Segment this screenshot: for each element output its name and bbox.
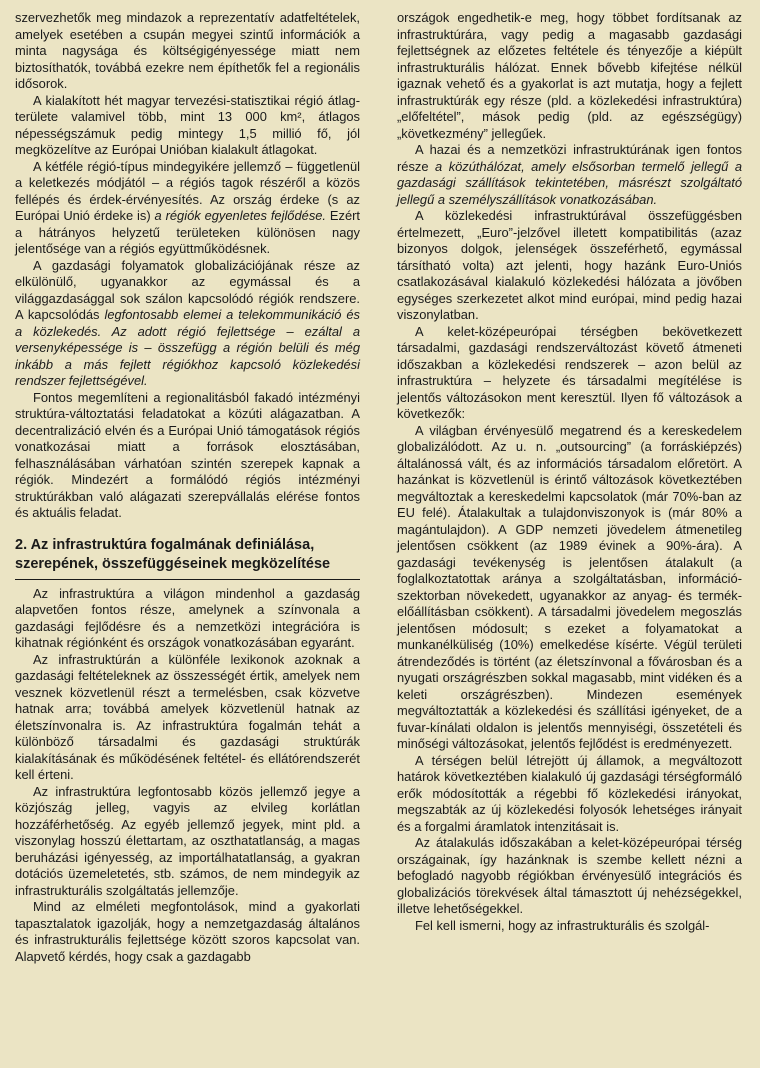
paragraph: A térségen belül létrejött új államok, a megváltozott határok következtében kialakuló új gazdasági térségformáló erők módosították a régebbi fő közlekedési irányokat, megszabták az új közlekedési folyosók lehetséges irányait és a forgalmi áramlatok intenzitásait is. xyxy=(397,752,742,834)
text-run: A kétféle régió-típus mindegyikére jellemző – függetlenül a keletkezés módjától – a régiós tagok részéről a közös fellépés és érdek-érvényesítés. Az ország érdeke (s az Európai Unió érdeke is) xyxy=(15,158,360,223)
paragraph xyxy=(397,142,742,208)
paragraph: Mind az elméleti megfontolások, mind a gyakorlati tapasztalatok igazolják, hogy a nemzetgazdaság általános és infrastrukturális fejlettsége között szoros kapcsolat van. Alapvető kérdés, hogy csak a gazdagabb xyxy=(15,899,360,964)
text-run: A gazdasági folyamatok globalizációjának része az elkülönülő, ugyanakkor az egymással és a világgazdasággal sok szálon kapcsolódó régiók rendszere. A kapcsolódás xyxy=(15,257,360,322)
paragraph: Az infrastruktúrán a különféle lexikonok azoknak a gazdasági feltételeknek az összességét értik, amelyek nem vesznek közvetlenül részt a termelésben, csak közvetve hatnak arra; továbbá amelyek közvetlenül hatnak az életszínvonalra is. Az infrastruktúra fogalmán tehát a különböző társadalmi és gazdasági struktúrák kialakításának és működésének feltétel- és ellátórendszerét kell érteni. xyxy=(15,651,360,782)
section-heading xyxy=(15,536,360,580)
emphasis-text: a közúthálózat, amely elsősorban termelő jellegű a gazdasági szállítások tekintetében, másrészt szolgáltató jellegű a személyszállítások vonatkozásában. xyxy=(397,158,742,207)
paragraph: Fel kell ismerni, hogy az infrastrukturális és szolgál- xyxy=(415,917,710,933)
right-column xyxy=(397,10,742,934)
paragraph: Az infrastruktúra a világon mindenhol a gazdaság alapvetően fontos része, amelynek a színvonala a gazdasági fejlődésre és a nemzetközi integrációra is kihatnak régiónként és országok vonatkozásában egyaránt. xyxy=(15,585,360,650)
paragraph: Az átalakulás időszakában a kelet-középeurópai térség országainak, így hazánknak is szembe kellett nézni a befogladó nagyobb régiókban érvényesülő integrációs és globalizációs törekvések által támasztott új nehézségekkel, illetve lehetőségekkel. xyxy=(397,835,742,916)
paragraph: szervezhetők meg mindazok a reprezentatív adatfeltételek, amelyek esetében a csupán megyei szintű információk a minta nagysága és költségigényessége miatt nem biztosíthatók, továbbá ezekre nem építhetők fel a regionális idősorok. xyxy=(15,10,360,91)
heading-rule xyxy=(15,579,360,580)
text-run: Ezért a hátrányos helyzetű területeken különösen nagy jelentősége van a régiós együttműködésnek. xyxy=(15,208,360,256)
emphasis-text: legfontosabb elemei a telekommunikáció és a közlekedés. Az adott régió fejlettsége – ezáltal a versenyképessége is – összefügg a régión belüli és még inkább a más fejlett régiókhoz kapcsoló közlekedési rendszer fejlettségével. xyxy=(15,307,360,388)
paragraph xyxy=(15,258,360,390)
paragraph: Fontos megemlíteni a regionalitásból fakadó intézményi struktúra-változtatási feladatokat a közúti alágazatban. A decentralizáció elvén és a Európai Unió támogatások régiós vonatkozásai miatt a források elosztásában, felhasználásában várhatóan szintén szerepek kapnak a régiók. Mindezért a formálódó régiós intézményi struktúrákban való alágazati szerepvállalás elérése fontos és aktuális feladat. xyxy=(15,389,360,520)
paragraph: országok engedhetik-e meg, hogy többet fordítsanak az infrastruktúrára, vagy pedig a magasabb gazdasági fejlettségnek az előzetes feltétele és tényezője a kiépült infrastrukturális hálózat. Ennek bővebb kifejtése nélkül igaznak vehető és a gyakorlat is azt mutatja, hogy a fejlett infrastruktúrák egy része (pld. a közlekedési infrastruktúra) „előfeltétel”, mások pedig (pld. az egészségügy) „következmény” jellegűek. xyxy=(397,10,742,141)
left-column xyxy=(15,10,360,965)
paragraph: Az infrastruktúra legfontosabb közös jellemző jegye a közjószág jelleg, vagyis az elvileg korlátlan hozzáférhetőség. Az egyéb jellemző jegyek, mint pld. a viszonylag hosszú élettartam, az oszthatatlanság, a magas beruházási igényesség, az importálhatatlanság, a gyakran dotációs üzemeletetés, stb. számos, de nem mindegyik az infrastrukturális szolgáltatás jellemzője. xyxy=(15,783,360,898)
section-heading-text: 2. Az infrastruktúra fogalmának definiálása, szerepének, összefüggéseinek megközelítése xyxy=(15,536,331,572)
paragraph: A világban érvényesülő megatrend és a kereskedelem globalizálódott. Az u. n. „outsourcing” (a forráskiépzés) általánossá vált, és az információs társadalom előretört. A hazánkat is közvetlenül is érintő változások következtében megváltoztak a kereskedelmi kapcsolatok (már 70%-ban az EU felé). Átalakultak a tulajdonviszonyok is (már 80% a magántulajdon). A GDP nemzeti jövedelem átmenetileg jelentősen csökkent (az 1989 évinek a 90%-ára). A gazdasági tevékenység is jelentősen átalakult (a foglalkoztatottak aránya a szolgáltatásban, információ-szektorban növekedett, ugyanakkor az anyag- és termék-előállításban csökkent). A társadalmi jövedelem megoszlás jelentősen módosult; s ezeket a folyamatokat a munkanélküliség (10%) emelkedése kísérte. Végül területi átrendeződés is történt (az életszínvonal a fővárosban és a nyugati országrészben sokkal magasabb, mint vidéken és a keleti országrészben). Mindezen események megváltoztatták a közlekedési és szállítási igényeket, de a fuvar-kínálati oldalon is jelentős mennyiségi, összetételi és minőségi változásokat, jelentős fejlődést is eredményezett. xyxy=(397,422,742,751)
paragraph xyxy=(15,159,360,258)
text-run: A hazai és a nemzetközi infrastruktúrának igen fontos része xyxy=(397,142,742,174)
paragraph: A kialakított hét magyar tervezési-statisztikai régió átlag-területe valamivel több, mint 13 000 km², átlagos népességszámuk pedig mintegy 1,5 millió fő, jól megközelítve az Európai Unióban kialakult átlagokat. xyxy=(15,92,360,157)
paragraph: A közlekedési infrastruktúrával összefüggésben értelmezett, „Euro”-jelzővel illetett kompatibilitás (azaz bizonyos dolgok, jelenségek összeférhető, egymással társítható volta) azt jelenti, hogy hazánk Euro-Uniós csatlakozásával kialakuló közlekedési hálózata a jövőben egységes szerkezetet alkot mind európai, mind pedig hazai viszonylatban. xyxy=(397,208,742,322)
paragraph: A kelet-középeurópai térségben bekövetkezett társadalmi, gazdasági rendszerváltozást követő átmeneti időszakban a közlekedési rendszerek – azon belül az infrastruktúra – helyzete és társadalmi megítélése is jelentős változásokon ment keresztül. Ilyen fő változások a következők: xyxy=(397,323,742,421)
emphasis-text: a régiók egyenletes fejlődése. xyxy=(154,208,327,223)
